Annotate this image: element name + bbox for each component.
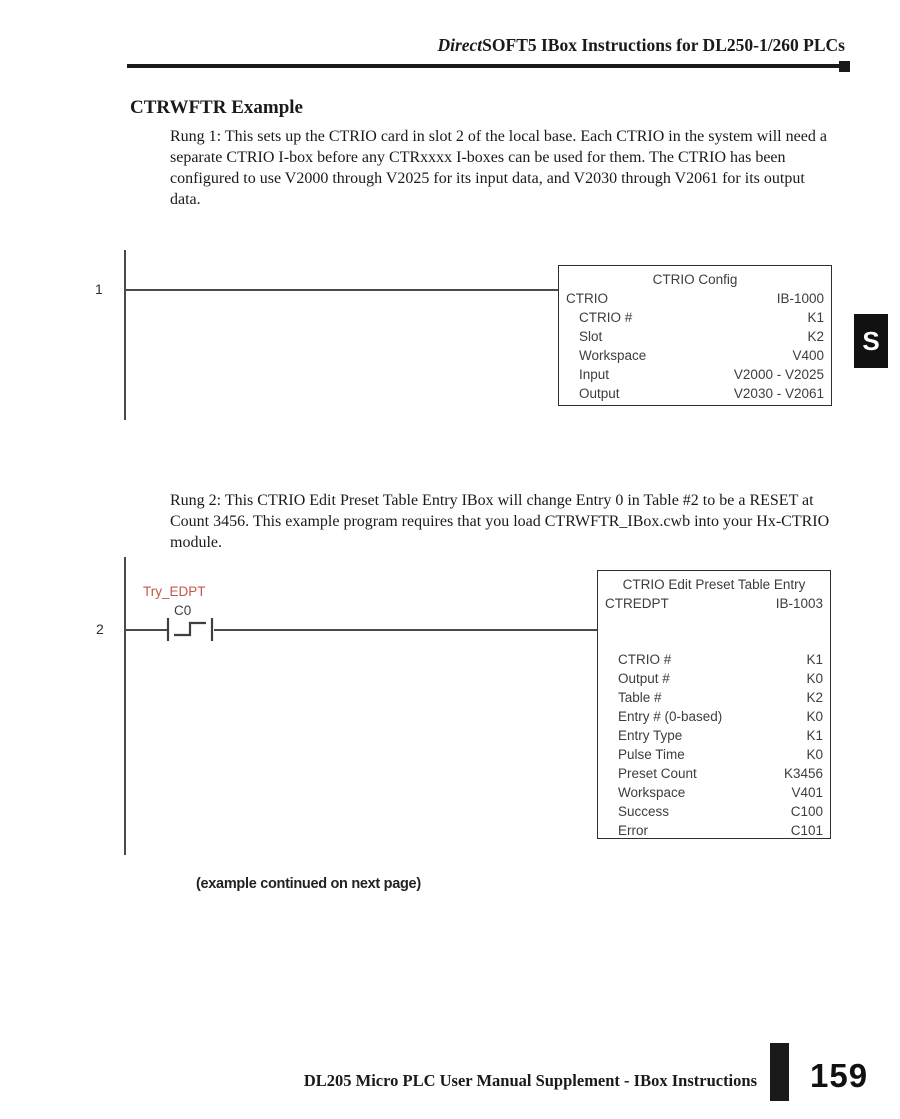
ibox-param-value: K2 bbox=[807, 329, 824, 344]
ibox-spacer bbox=[598, 613, 830, 650]
rung1-description: Rung 1: This sets up the CTRIO card in slot 2 of the local base. Each CTRIO in the system will need a separate CTRIO I-box before any CTRxxxx I-boxes can be used for them. The CTRIO has been configured to use V2000 through V2025 for its input data, and V2030 through V2061 for its output data. bbox=[170, 128, 827, 208]
header-title-rest: SOFT5 IBox Instructions for DL250-1/260 PLCs bbox=[482, 35, 845, 55]
ibox-param-label: Output # bbox=[618, 671, 670, 686]
ibox-head-row bbox=[598, 594, 830, 613]
ctredpt-ibox bbox=[597, 570, 831, 839]
page-header-title bbox=[437, 35, 845, 56]
ibox-param-label: CTRIO # bbox=[579, 310, 633, 325]
ibox-param-value: K1 bbox=[807, 310, 824, 325]
ibox-param-value: V400 bbox=[792, 348, 824, 363]
rung2-number: 2 bbox=[96, 621, 104, 637]
ibox-param-value: K0 bbox=[806, 747, 823, 762]
ctrio-config-ibox bbox=[558, 265, 832, 406]
ibox-param-value: K0 bbox=[806, 709, 823, 724]
ibox-param-value: V2000 - V2025 bbox=[733, 367, 824, 382]
ibox-param-label: Slot bbox=[579, 329, 603, 344]
ibox-param-label: Entry # (0-based) bbox=[618, 709, 723, 724]
ibox-param-row bbox=[598, 707, 830, 726]
ibox-param-row bbox=[598, 726, 830, 745]
header-rule bbox=[127, 64, 839, 68]
ibox-title: CTRIO Config bbox=[652, 272, 738, 287]
ibox-param-row bbox=[559, 327, 831, 346]
side-tab-letter: S bbox=[862, 325, 880, 356]
footer-bar bbox=[770, 1043, 789, 1101]
section-side-tab bbox=[854, 314, 888, 368]
ibox-param-value: K2 bbox=[806, 690, 823, 705]
ibox-param-row bbox=[598, 783, 830, 802]
header-rule-end-square bbox=[839, 61, 850, 72]
ibox-param-row bbox=[559, 384, 831, 403]
contact-nickname: Try_EDPT bbox=[143, 584, 206, 599]
rising-edge-contact-icon bbox=[166, 616, 214, 643]
rung1-number: 1 bbox=[95, 281, 103, 297]
rung1-wire bbox=[126, 289, 558, 291]
ibox-param-label: Entry Type bbox=[618, 728, 683, 743]
ibox-id: IB-1003 bbox=[775, 596, 823, 611]
ibox-param-value: V401 bbox=[791, 785, 823, 800]
ibox-instruction: CTREDPT bbox=[605, 596, 669, 611]
ibox-param-label: Workspace bbox=[618, 785, 686, 800]
ibox-param-value: V2030 - V2061 bbox=[733, 386, 824, 401]
ibox-param-value: C101 bbox=[790, 823, 823, 838]
rung2-description: Rung 2: This CTRIO Edit Preset Table Entry IBox will change Entry 0 in Table #2 to be a RESET at Count 3456. This example program requires that you load CTRWFTR_IBox.cwb into your Hx-CTRIO module. bbox=[170, 492, 830, 551]
ibox-param-value: K3456 bbox=[783, 766, 823, 781]
ibox-param-row bbox=[559, 346, 831, 365]
ibox-param-label: CTRIO # bbox=[618, 652, 672, 667]
rung1-left-rail bbox=[124, 250, 126, 420]
ibox-param-label: Input bbox=[579, 367, 610, 382]
ibox-instruction: CTRIO bbox=[566, 291, 608, 306]
brand-name: Direct bbox=[437, 35, 483, 55]
ibox-param-row bbox=[598, 650, 830, 669]
ibox-param-row bbox=[598, 802, 830, 821]
continued-note: (example continued on next page) bbox=[196, 876, 421, 892]
ibox-param-row bbox=[598, 688, 830, 707]
ibox-param-label: Pulse Time bbox=[618, 747, 685, 762]
ibox-param-label: Table # bbox=[618, 690, 662, 705]
ibox-param-row bbox=[598, 821, 830, 840]
section-title: CTRWFTR Example bbox=[130, 97, 303, 118]
ibox-param-row bbox=[598, 669, 830, 688]
ibox-param-value: K1 bbox=[806, 652, 823, 667]
rung2-left-rail bbox=[124, 557, 126, 855]
ibox-head-row bbox=[559, 289, 831, 308]
ibox-param-row bbox=[598, 764, 830, 783]
ibox-param-row bbox=[559, 365, 831, 384]
ibox-param-row bbox=[559, 308, 831, 327]
page-number: 159 bbox=[810, 1057, 869, 1094]
ibox-param-label: Workspace bbox=[579, 348, 647, 363]
rung2-wire-left bbox=[126, 629, 167, 631]
footer-title: DL205 Micro PLC User Manual Supplement - IBox Instructions bbox=[303, 1071, 757, 1090]
ibox-param-row bbox=[598, 745, 830, 764]
ibox-param-value: K1 bbox=[806, 728, 823, 743]
contact-address: C0 bbox=[174, 603, 192, 618]
ibox-param-label: Preset Count bbox=[618, 766, 697, 781]
rung2-wire-right bbox=[214, 629, 597, 631]
ibox-param-value: C100 bbox=[790, 804, 823, 819]
ibox-param-label: Output bbox=[579, 386, 620, 401]
ibox-param-value: K0 bbox=[806, 671, 823, 686]
ibox-title: CTRIO Edit Preset Table Entry bbox=[622, 577, 806, 592]
ibox-param-label: Error bbox=[618, 823, 648, 838]
ibox-id: IB-1000 bbox=[776, 291, 824, 306]
ibox-param-label: Success bbox=[618, 804, 670, 819]
